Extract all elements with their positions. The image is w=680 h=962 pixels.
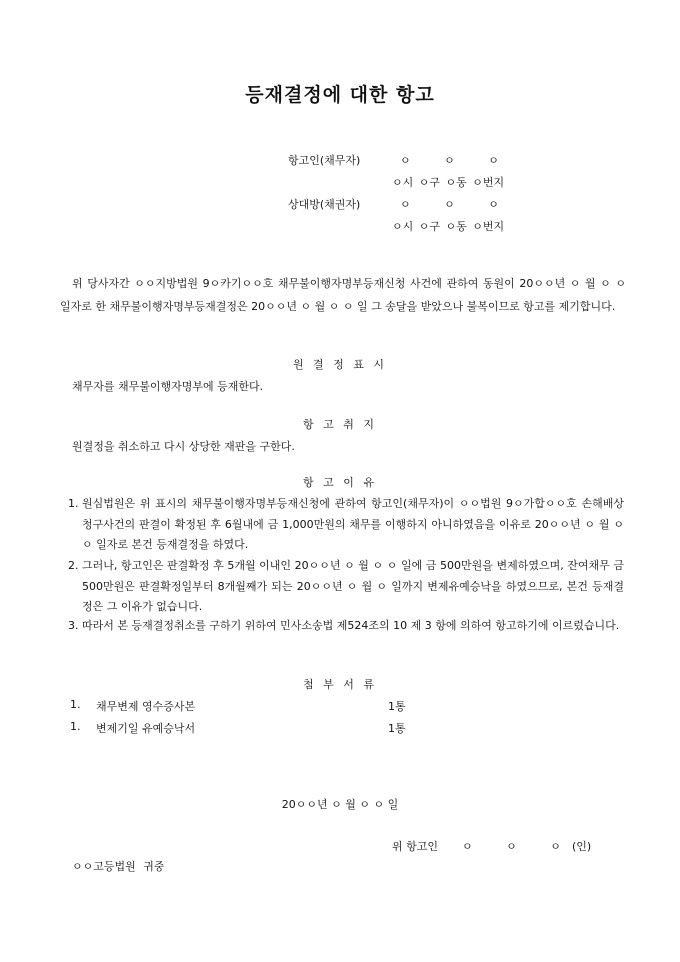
signature-name: ㅇ ㅇ ㅇ [462,840,561,853]
reason-text: 그러나, 항고인은 판결확정 후 5개월 이내인 20ㅇㅇ년 ㅇ 월 ㅇ ㅇ 일에 금 500만원을 변제하였으며, 잔여채무 금 500만원은 판결확정일부터 8개월째가 되는 20ㅇㅇ년 ㅇ 월 ㅇ 일까지 변제유예승낙을 하였으므로, 본건 등재결정은 그 이유가 없습니다. [82,559,624,613]
document-title: 등재결정에 대한 항고 [245,84,435,106]
original-decision-text: 채무자를 채무불이행자명부에 등재한다. [72,380,264,393]
reason-text: 따라서 본 등재결정취소를 구하기 위하여 민사소송법 제524조의 10 제 3 항에 의하여 항고하기에 이르렀습니다. [82,619,620,632]
attachments-heading: 첨 부 서 류 [303,678,377,691]
reason-number: 3. [68,619,79,632]
opponent-address: ㅇ시 ㅇ구 ㅇ동 ㅇ번지 [392,220,505,233]
reason-text: 원심법원은 위 표시의 채무불이행자명부등재신청에 관하여 항고인(채무자)이 ㅇㅇ법원 9ㅇ가합ㅇㅇ호 손해배상청구사건의 판결이 확정된 후 6월내에 금 1,000만원의 채무를 이행하지 아니하였음을 이유로 20ㅇㅇ년 ㅇ 월 ㅇ ㅇ 일자로 본건 등재결정을 하였다. [82,497,624,551]
reason-item [68,616,624,637]
opponent-name: ㅇ ㅇ ㅇ [400,198,499,211]
reason-number: 1. [68,497,79,510]
appeal-purpose-heading: 항 고 취 지 [303,418,377,431]
appeal-purpose-text: 원결정을 취소하고 다시 상당한 재판을 구한다. [72,440,295,453]
original-decision-heading: 원 결 정 표 시 [292,358,388,371]
attachment-number: 1. [70,698,81,711]
appellant-label: 항고인(채무자) [288,154,361,167]
attachment-count: 1통 [388,722,406,735]
appeal-reasons-heading: 항 고 이 유 [303,476,377,489]
document-date: 20ㅇㅇ년 ㅇ 월 ㅇ ㅇ 일 [281,798,399,811]
reason-number: 2. [68,559,79,572]
reason-item [68,556,624,618]
signature-label: 위 항고인 [392,840,439,853]
addressee: ㅇㅇ고등법원 귀중 [72,860,165,873]
attachment-name: 변제기일 유예승낙서 [96,722,196,735]
attachment-number: 1. [70,720,81,733]
opponent-label: 상대방(채권자) [288,198,361,211]
reason-item [68,494,624,556]
attachment-name: 채무변제 영수증사본 [96,700,196,713]
intro-paragraph: 위 당사자간 ㅇㅇ지방법원 9ㅇ카기ㅇㅇ호 채무불이행자명부등재신청 사건에 관하여 동원이 20ㅇㅇ년 ㅇ 월 ㅇ ㅇ 일자로 한 채무불이행자명부등재결정은 20ㅇㅇ년 ㅇ 월 ㅇ ㅇ 일 그 송달을 받았으나 불복이므로 항고를 제기합니다. [60,277,626,313]
attachment-count: 1통 [388,700,406,713]
appellant-address: ㅇ시 ㅇ구 ㅇ동 ㅇ번지 [392,176,505,189]
seal-mark: (인) [572,840,592,853]
appellant-name: ㅇ ㅇ ㅇ [400,154,499,167]
